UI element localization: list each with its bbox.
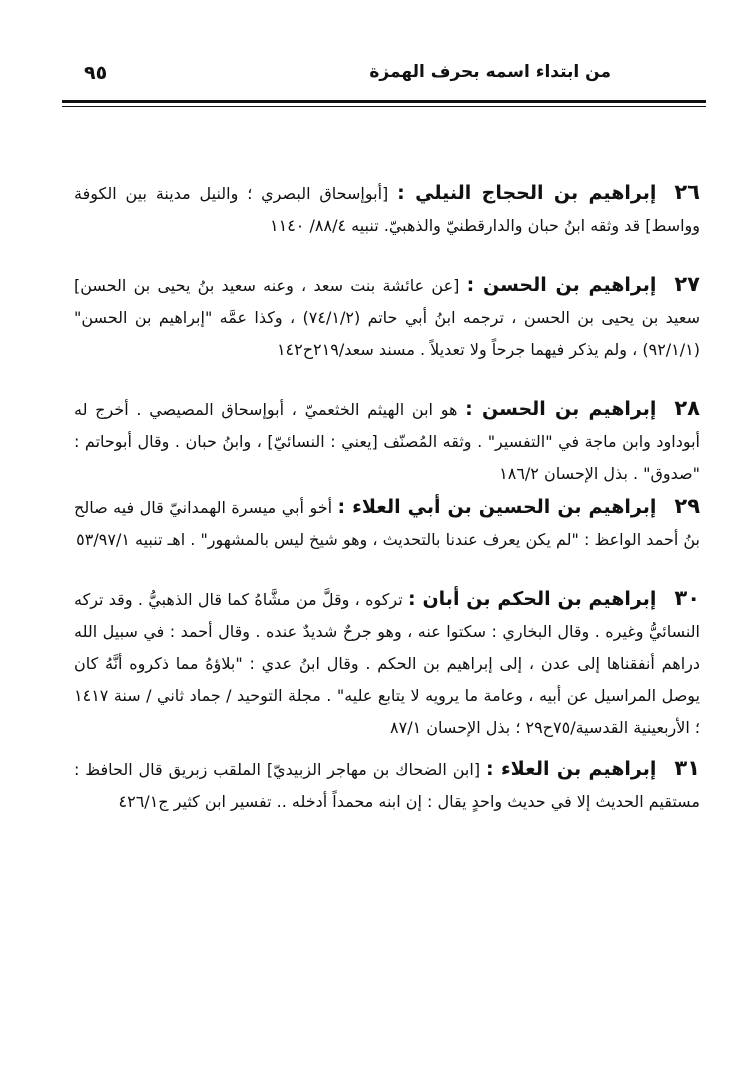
- entry-text: هو ابن الهيثم الخثعميّ ، أبوإسحاق المصيصي . أخرج له أبوداود وابن ماجة في "التفسير" . وثقه المُصنّف [يعني : النسائيّ] ، وابنُ حبان . وقال أبوحاتم : "صدوق" . بذل الإحسان ١٨٦/٢: [74, 400, 700, 483]
- entry-number: ٢٧: [674, 272, 700, 296]
- header-rule-thin: [62, 106, 706, 107]
- entry-28: [74, 392, 700, 490]
- entry-26: [74, 176, 700, 242]
- entry-number: ٢٨: [674, 396, 700, 420]
- entry-name: إبراهيم بن الحجاج النيلي :: [397, 182, 657, 204]
- entry-27: [74, 268, 700, 366]
- page-header: [62, 58, 706, 96]
- header-rule-thick: [62, 100, 706, 103]
- entry-text: تركوه ، وقلَّ من مشَّاهُ كما قال الذهبيُّ . وقد تركه النسائيُّ وغيره . وقال البخاري : سكتوا عنه ، وهو جرحٌ شديدٌ عنده . وقال أحمد : في سبيل الله دراهم أنفقناها إلى عدن ، إلى إبراهيم بن الحكم . وقال ابنُ عدي : "بلاؤهُ مما ذكروه أنَّهُ كان يوصل المراسيل عن أبيه ، وعامة ما يرويه لا يتابع عليه" . مجلة التوحيد / جماد ثاني / سنة ١٤١٧ ؛ الأربعينية القدسية/٧٥ح٢٩ ؛ بذل الإحسان ٨٧/١: [74, 590, 700, 737]
- entry-name: إبراهيم بن الحسن :: [465, 398, 657, 420]
- entry-name: إبراهيم بن الحسين بن أبي العلاء :: [337, 496, 657, 518]
- entry-text: [عن عائشة بنت سعد ، وعنه سعيد بنُ يحيى بن الحسن] سعيد بن يحيى بن الحسن ، ترجمه ابنُ أبي حاتم (٧٤/١/٢) ، وكذا عمَّه "إبراهيم بن الحسن" (٩٢/١/١) ، ولم يذكر فيهما جرحاً ولا تعديلاً . مسند سعد/٢١٩ح١٤٢: [74, 276, 701, 359]
- entry-number: ٣١: [674, 756, 701, 780]
- entry-number: ٢٩: [674, 494, 701, 518]
- entry-31: [74, 752, 700, 818]
- entry-text: أخو أبي ميسرة الهمدانيّ قال فيه صالح بنُ أحمد الواعظ : "لم يكن يعرف عندنا بالتحديث ، وهو شيخ ليس بالمشهور" . اهـ تنبيه ٥٣/٩٧/١: [74, 498, 700, 549]
- entry-29: [74, 490, 700, 556]
- entry-number: ٣٠: [674, 586, 701, 610]
- entry-name: إبراهيم بن الحكم بن أبان :: [408, 588, 657, 610]
- entry-text: [أبوإسحاق البصري ؛ والنيل مدينة بين الكوفة وواسط] قد وثقه ابنُ حبان والدارقطنيّ والذهبيّ. تنبيه ٨٨/٤/ ١١٤٠: [74, 184, 700, 235]
- page-content: [74, 176, 700, 818]
- running-title: من ابتداء اسمه بحرف الهمزة: [369, 62, 611, 82]
- entry-name: إبراهيم بن الحسن :: [466, 274, 657, 296]
- entry-30: [74, 582, 700, 744]
- page-number: ٩٥: [84, 62, 108, 84]
- entry-number: ٢٦: [674, 180, 700, 204]
- entry-name: إبراهيم بن العلاء :: [485, 758, 657, 780]
- entry-text: [ابن الضحاك بن مهاجر الزبيديّ] الملقب زبريق قال الحافظ : مستقيم الحديث إلا في حديث واحدٍ يقال : إن ابنه محمداً أدخله .. تفسير ابن كثير ج٤٢٦/١: [74, 760, 700, 811]
